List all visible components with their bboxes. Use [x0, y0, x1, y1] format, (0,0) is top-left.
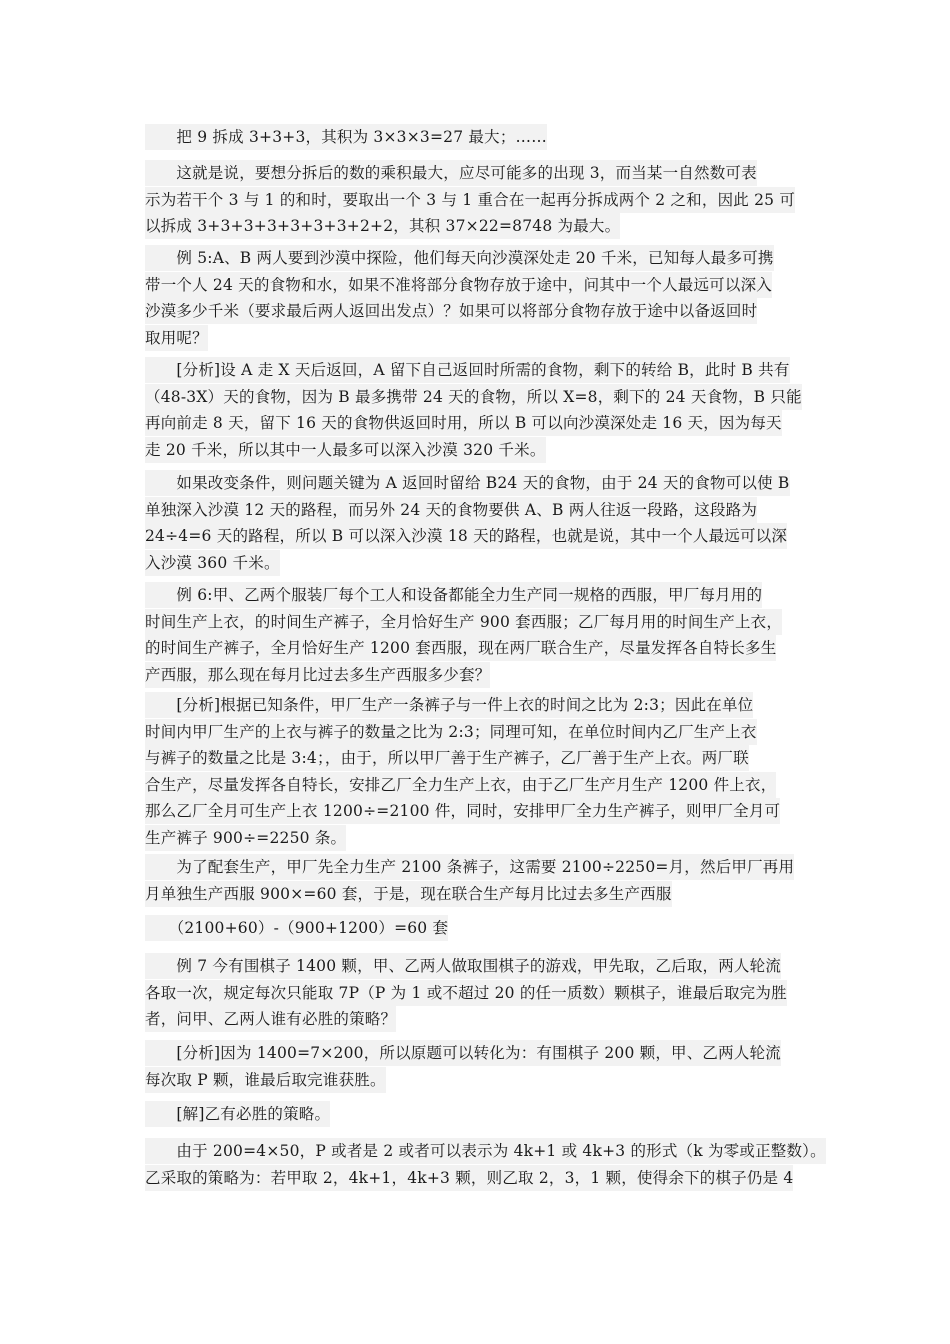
text-line: 各取一次，规定每次只能取 7P（P 为 1 或不超过 20 的任一质数）颗棋子，谁最后取完为胜: [145, 980, 787, 1006]
text-line: 走 20 千米，所以其中一人最多可以深入沙漠 320 千米。: [145, 437, 546, 463]
text-line: 时间生产上衣，的时间生产裤子，全月恰好生产 900 套西服；乙厂每月用的时间生产上衣，: [145, 609, 782, 635]
text-line: [分析]设 A 走 X 天后返回，A 留下自己返回时所需的食物，剩下的转给 B，此时 B 共有: [145, 357, 790, 383]
text-line: 取用呢？: [145, 325, 208, 351]
text-line: 24÷4=6 天的路程，所以 B 可以深入沙漠 18 天的路程，也就是说，其中一个人最远可以深: [145, 523, 787, 549]
text-line: 由于 200=4×50，P 或者是 2 或者可以表示为 4k+1 或 4k+3 的形式（k 为零或正整数）。: [145, 1138, 826, 1164]
text-line: 例 5:A、B 两人要到沙漠中探险，他们每天向沙漠深处走 20 千米，已知每人最多可携: [145, 245, 774, 271]
text-line: [分析]因为 1400=7×200，所以原题可以转化为：有围棋子 200 颗，甲、乙两人轮流: [145, 1040, 781, 1066]
text-line: 带一个人 24 天的食物和水，如果不准将部分食物存放于途中，问其中一个人最远可以深入: [145, 272, 772, 298]
text-line: 把 9 拆成 3+3+3，其积为 3×3×3=27 最大；……: [145, 124, 547, 150]
text-line: 这就是说，要想分拆后的数的乘积最大，应尽可能多的出现 3，而当某一自然数可表: [145, 160, 757, 186]
text-line: 以拆成 3+3+3+3+3+3+3+2+2，其积 37×22=8748 为最大。: [145, 213, 620, 239]
text-line: （2100+60）-（900+1200）=60 套: [145, 915, 448, 941]
text-line: （48-3X）天的食物，因为 B 最多携带 24 天的食物，所以 X=8，剩下的 24 天食物，B 只能: [145, 384, 802, 410]
text-line: 那么乙厂全月可生产上衣 1200÷=2100 件，同时，安排甲厂全力生产裤子，则甲厂全月可: [145, 798, 780, 824]
text-line: 乙采取的策略为：若甲取 2，4k+1，4k+3 颗，则乙取 2，3，1 颗，使得余下的棋子仍是 4: [145, 1165, 793, 1191]
text-line: 沙漠多少千米（要求最后两人返回出发点）？如果可以将部分食物存放于途中以备返回时: [145, 298, 757, 324]
text-line: 例 7 今有围棋子 1400 颗，甲、乙两人做取围棋子的游戏，甲先取，乙后取，两人轮流: [145, 953, 781, 979]
text-line: 月单独生产西服 900×=60 套，于是，现在联合生产每月比过去多生产西服: [145, 881, 672, 907]
text-line: 每次取 P 颗，谁最后取完谁获胜。: [145, 1067, 386, 1093]
text-line: 合生产，尽量发挥各自特长，安排乙厂全力生产上衣，由于乙厂生产月生产 1200 件上衣，: [145, 772, 776, 798]
text-line: 例 6:甲、乙两个服装厂每个工人和设备都能全力生产同一规格的西服，甲厂每月用的: [145, 582, 762, 608]
text-line: 生产裤子 900÷=2250 条。: [145, 825, 346, 851]
text-line: 入沙漠 360 千米。: [145, 550, 280, 576]
text-line: 示为若干个 3 与 1 的和时，要取出一个 3 与 1 重合在一起再分拆成两个 2 之和，因此 25 可: [145, 187, 795, 213]
text-line: [分析]根据已知条件，甲厂生产一条裤子与一件上衣的时间之比为 2:3；因此在单位: [145, 692, 753, 718]
text-line: 时间内甲厂生产的上衣与裤子的数量之比为 2:3；同理可知，在单位时间内乙厂生产上衣: [145, 719, 757, 745]
text-line: 如果改变条件，则问题关键为 A 返回时留给 B24 天的食物，由于 24 天的食物可以使 B: [145, 470, 790, 496]
text-line: 者，问甲、乙两人谁有必胜的策略？: [145, 1006, 396, 1032]
text-line: 产西服，那么现在每月比过去多生产西服多少套？: [145, 662, 490, 688]
text-line: 单独深入沙漠 12 天的路程，而另外 24 天的食物要供 A、B 两人往返一段路，这段路为: [145, 497, 757, 523]
text-line: [解]乙有必胜的策略。: [145, 1101, 330, 1127]
text-line: 为了配套生产，甲厂先全力生产 2100 条裤子，这需要 2100÷2250=月，然后甲厂再用: [145, 854, 794, 880]
text-line: 的时间生产裤子，全月恰好生产 1200 套西服，现在两厂联合生产，尽量发挥各自特长多生: [145, 635, 776, 661]
text-line: 再向前走 8 天，留下 16 天的食物供返回时用，所以 B 可以向沙漠深处走 16 天，因为每天: [145, 410, 782, 436]
text-line: 与裤子的数量之比是 3:4；，由于，所以甲厂善于生产裤子，乙厂善于生产上衣。两厂联: [145, 745, 749, 771]
